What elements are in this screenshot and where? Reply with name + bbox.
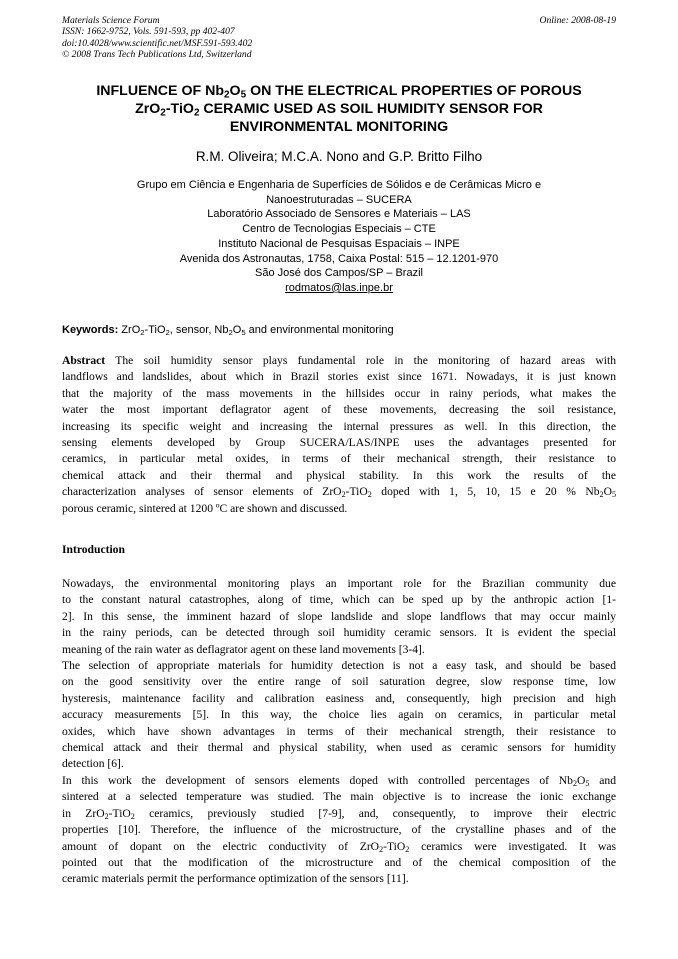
abstract [62, 353, 616, 517]
abstract-line: chemical attack and their thermal and physical stability. In this work the results of the [62, 468, 616, 482]
abstract-line: increasing its specific weight and increasing the internal pressures as well. In this direction, the [62, 419, 616, 433]
introduction-body [62, 576, 616, 888]
body-line: in the rainy periods, can be detected through soil humidity ceramic sensors. It is evident the special [62, 626, 616, 640]
abstract-line: that the majority of the mass movements in the hillsides occur in rainy periods, what makes the [62, 386, 616, 400]
affiliation-line: Grupo em Ciência e Engenharia de Superfícies de Sólidos e de Cerâmicas Micro e [136, 179, 542, 191]
keywords-label: Keywords: [62, 324, 119, 336]
body-line: oxides, which have shown advantages in terms of their mechanical strength, their resistance to [62, 724, 616, 738]
body-line: in ZrO$_2$-TiO$_2$ ceramics, previously studied [7-9], and, consequently, to improve their electric [62, 806, 616, 821]
paper-title [62, 82, 616, 136]
affiliation-line: Centro de Tecnologias Especiais – CTE [242, 223, 436, 236]
body-line: on the good sensitivity over the entire range of soil saturation degree, slow response time, low [62, 675, 616, 689]
body-line: detection [6]. [62, 757, 124, 771]
body-line: amount of dopant on the electric conductivity of ZrO$_2$-TiO$_2$ ceramics were investigated. It was [62, 839, 616, 854]
paragraph [62, 773, 616, 888]
body-line: properties [10]. Therefore, the influence of the microstructure, of the crystalline phases and of the [62, 823, 616, 837]
body-line: The selection of appropriate materials for humidity detection is not a easy task, and should be based [62, 659, 616, 673]
affiliation-line: Instituto Nacional de Pesquisas Espaciais – INPE [218, 237, 460, 250]
title-line-2: ZrO$_2$-TiO$_2$ CERAMIC USED AS SOIL HUMIDITY SENSOR FOR [135, 101, 543, 119]
body-line: pointed out that the modification of the microstructure and of the chemical composition of the [62, 855, 616, 869]
body-line: Nowadays, the environmental monitoring plays an important role for the Brazilian community due [62, 577, 616, 590]
body-line: accuracy measurements [5]. In this way, the choice lies again on ceramics, in particular metal [62, 708, 616, 722]
section-heading-introduction: Introduction [62, 543, 125, 556]
journal-name: Materials Science Forum [62, 15, 160, 26]
journal-header [62, 15, 616, 61]
doi-line: doi:10.4028/www.scientific.net/MSF.591-593.402 [62, 37, 253, 49]
paragraph [62, 658, 616, 773]
paragraph [62, 576, 616, 658]
title-line-3: ENVIRONMENTAL MONITORING [229, 119, 449, 135]
body-line: ceramic materials permit the performance optimization of the sensors [11]. [62, 872, 409, 886]
abstract-line: characterization analyses of sensor elements of ZrO$_2$-TiO$_2$ doped with 1, 5, 10, 15 e 20 % $Nb_2O_5$ [62, 485, 616, 500]
body-line: meaning of the rain water as deflagrator agent on these land movements [3-4]. [62, 642, 425, 656]
body-line: In this work the development of sensors elements doped with controlled percentages of $Nb_2O_5$ and [62, 773, 617, 788]
keywords: Keywords: ZrO$_2$-TiO$_2$, sensor, $Nb_2O_5$ and environmental monitoring [62, 324, 394, 337]
body-line: sintered at a selected temperature was studied. The main objective is to increase the ionic exchange [62, 790, 616, 804]
authors: R.M. Oliveira; M.C.A. Nono and G.P. Britto Filho [195, 149, 483, 164]
abstract-line: water the most important deflagrator agent of these movements, decreasing the soil resistance, [62, 403, 616, 417]
body-line: hysteresis, maintenance facility and calibration easiness and, consequently, high precision and high [62, 691, 616, 705]
affiliation [62, 178, 616, 296]
abstract-line: sensing elements developed by Group SUCERA/LAS/INPE uses the advantages presented for [62, 436, 616, 450]
copyright-line: © 2008 Trans Tech Publications Ltd, Switzerland [62, 49, 252, 61]
affiliation-line: Nanoestruturadas – SUCERA [266, 193, 412, 206]
body-line: chemical attack and their thermal and physical stability, when used as ceramic sensors for humidity [62, 741, 616, 755]
author-email-link[interactable]: rodmatos@las.inpe.br [285, 281, 393, 294]
issn-line: ISSN: 1662-9752, Vols. 591-593, pp 402-407 [62, 26, 235, 38]
abstract-line: porous ceramic, sintered at 1200 ºC are shown and discussed. [62, 501, 348, 515]
abstract-label: Abstract [62, 354, 106, 367]
body-line: 2]. In this sense, the imminent hazard of slope landslide and slope landflows that may occur mainly [62, 609, 616, 623]
online-date: Online: 2008-08-19 [539, 15, 616, 26]
abstract-line: landflows and landslides, about which in Brazil stories exist since 1671. Nowadays, it is just known [62, 370, 616, 384]
title-line-1: INFLUENCE OF $Nb_2O_5$ ON THE ELECTRICAL PROPERTIES OF POROUS [96, 83, 582, 101]
abstract-line: Abstract The soil humidity sensor plays fundamental role in the monitoring of hazard areas with [62, 354, 616, 367]
affiliation-line: Laboratório Associado de Sensores e Materiais – LAS [207, 208, 471, 221]
body-line: to the constant natural catastrophes, along of time, which can be sped up by the anthropic action [1- [62, 593, 616, 607]
abstract-line: ceramics, in particular metal oxides, in terms of their mechanical strength, their resistance to [62, 452, 616, 466]
affiliation-line: São José dos Campos/SP – Brazil [255, 267, 423, 280]
affiliation-line: Avenida dos Astronautas, 1758, Caixa Postal: 515 – 12.1201-970 [179, 252, 499, 265]
